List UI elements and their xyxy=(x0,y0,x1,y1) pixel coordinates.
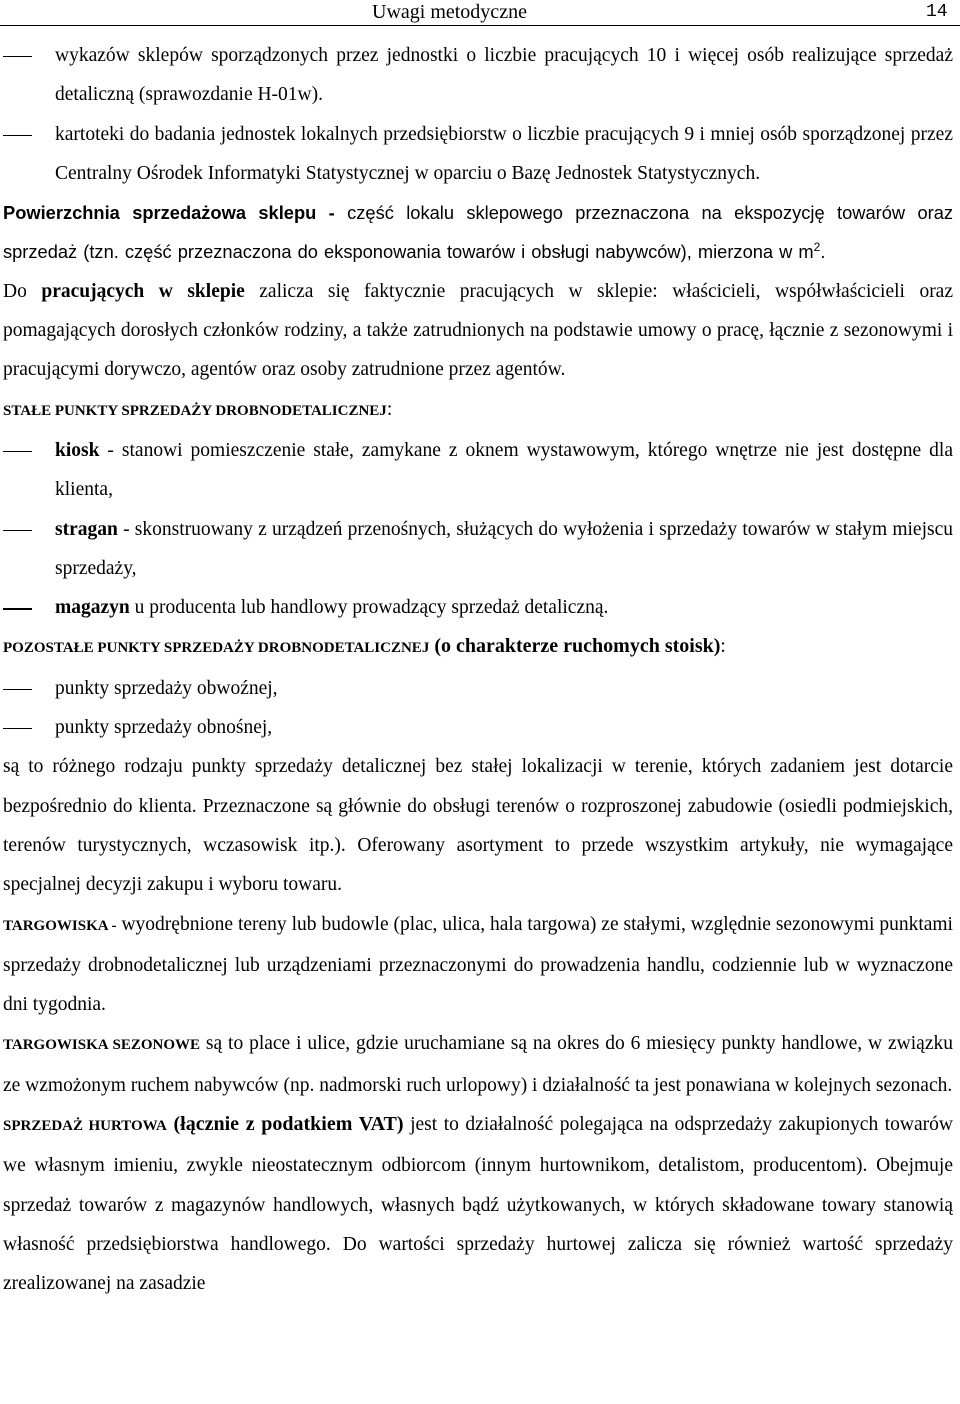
marketplaces-text: wyodrębnione tereny lub budowle (plac, ulica, hala targowa) ze stałymi, względnie sezonowymi punktami sprzedaży drobnodetalicznej lub urządzeniami przeznaczonymi do prowadzenia handlu, codziennie lub w wyznaczone dni tygodnia. xyxy=(3,913,953,1016)
header-rule xyxy=(0,25,960,26)
seasonal-term: TARGOWISKA SEZONOWE xyxy=(3,1037,201,1054)
surface-term: Powierzchnia sprzedażowa sklepu - xyxy=(3,202,335,224)
list-item-term: magazyn xyxy=(55,597,130,619)
list-item-text: - skonstruowany z urządzeń przenośnych, służących do wyłożenia i sprzedaży towarów w stałym miejscu sprzedaży, xyxy=(55,518,953,579)
surface-end: . xyxy=(820,241,826,263)
wholesale-term: SPRZEDAŻ HURTOWA xyxy=(3,1118,167,1135)
header-title: Uwagi metodyczne xyxy=(372,1,527,23)
fixed-points-heading-colon: : xyxy=(386,398,393,420)
list-item xyxy=(3,431,953,510)
list-item xyxy=(3,708,953,747)
employed-term: pracujących w sklepie xyxy=(41,280,245,302)
other-points-heading-colon: : xyxy=(720,636,726,658)
surface-sup: 2 xyxy=(813,240,821,255)
employed-text: zalicza się faktycznie pracujących w sklepie: właścicieli, współwłaścicieli oraz pomagających dorosłych członków rodziny, a także zatrudnionych na podstawie umowy o pracę, łącznie z sezonowymi i pracującymi dorywczo, agentów oraz osoby zatrudnione przez agentów. xyxy=(3,280,953,381)
surface-paragraph xyxy=(3,193,953,272)
fixed-points-heading-text: STAŁE PUNKTY SPRZEDAŻY DROBNODETALICZNEJ xyxy=(3,402,387,419)
wholesale-text: jest to działalność polegająca na odsprzedaży zakupionych towarów we własnym imieniu, zwykle nieostatecznym odbiorcom (innym hurtownikom, detalistom, producentom). Obejmuje sprzedaż towarów z magazynów handlowych, własnych bądź użytkowanych, w których składowane towary stanowią własność przedsiębiorstwa handlowego. Do wartości sprzedaży hurtowej zalicza się również wartość sprzedaży zrealizowanej na zasadzie xyxy=(3,1114,953,1295)
fixed-points-heading xyxy=(3,390,953,431)
list-item xyxy=(3,510,953,589)
marketplaces-paragraph xyxy=(3,905,953,1025)
page-number: 14 xyxy=(926,2,948,22)
employed-paragraph xyxy=(3,272,953,390)
other-points-heading-text: POZOSTAŁE PUNKTY SPRZEDAŻY DROBNODETALICZNEJ xyxy=(3,640,430,657)
seasonal-text: są to place i ulice, gdzie uruchamiane są na okres do 6 miesięcy punkty handlowe, w związku ze wzmożonym ruchem nabywców (np. nadmorski ruch urlopowy) i działalność ta jest ponawiana w kolejnych sezonach. xyxy=(3,1033,953,1096)
list-item-term: stragan xyxy=(55,518,118,540)
document-body xyxy=(3,36,953,1304)
list-item-text: kartoteki do badania jednostek lokalnych przedsiębiorstw o liczbie pracujących 9 i mniej osób sporządzonej przez Centralny Ośrodek Informatyki Statystycznej w oparciu o Bazę Jednostek Statystycznych. xyxy=(55,123,953,184)
list-item xyxy=(3,588,953,627)
list-item-term: kiosk xyxy=(55,439,100,461)
wholesale-paragraph xyxy=(3,1105,953,1303)
list-item xyxy=(3,36,953,115)
list-item-text: punkty sprzedaży obnośnej, xyxy=(55,717,273,739)
list-item-text: wykazów sklepów sporządzonych przez jednostki o liczbie pracujących 10 i więcej osób realizujące sprzedaż detaliczną (sprawozdanie H-01w). xyxy=(55,45,953,106)
page-header xyxy=(0,0,960,24)
list-item-text: - stanowi pomieszczenie stałe, zamykane z oknem wystawowym, którego wnętrze nie jest dostępne dla klienta, xyxy=(55,439,953,501)
list-item xyxy=(3,115,953,194)
marketplaces-term: TARGOWISKA - xyxy=(3,917,117,934)
list-item xyxy=(3,669,953,708)
employed-pre: Do xyxy=(3,280,42,302)
surface-text: część lokalu sklepowego przeznaczona na ekspozycję towarów oraz sprzedaż (tzn. część przeznaczona do eksponowania towarów i obsługi nabywców), mierzona w m xyxy=(3,202,954,263)
wholesale-paren: (łącznie z podatkiem VAT) xyxy=(166,1113,404,1136)
list-item-text: u producenta lub handlowy prowadzący sprzedaż detaliczną. xyxy=(129,597,609,619)
other-points-heading xyxy=(3,627,953,668)
other-points-text: są to różnego rodzaju punkty sprzedaży detalicznej bez stałej lokalizacji w terenie, których zadaniem jest dotarcie bezpośrednio do klienta. Przeznaczone są głównie do obsługi terenów o rozproszonej zabudowie (osiedli podmiejskich, terenów turystycznych, wczasowisk itp.). Oferowany asortyment to przede wszystkim artykuły, nie wymagające specjalnej decyzji zakupu i wyboru towaru. xyxy=(3,756,953,896)
seasonal-paragraph xyxy=(3,1024,953,1105)
list-item-text: punkty sprzedaży obwoźnej, xyxy=(55,677,278,699)
other-points-heading-paren: (o charakterze ruchomych stoisk) xyxy=(429,635,721,658)
